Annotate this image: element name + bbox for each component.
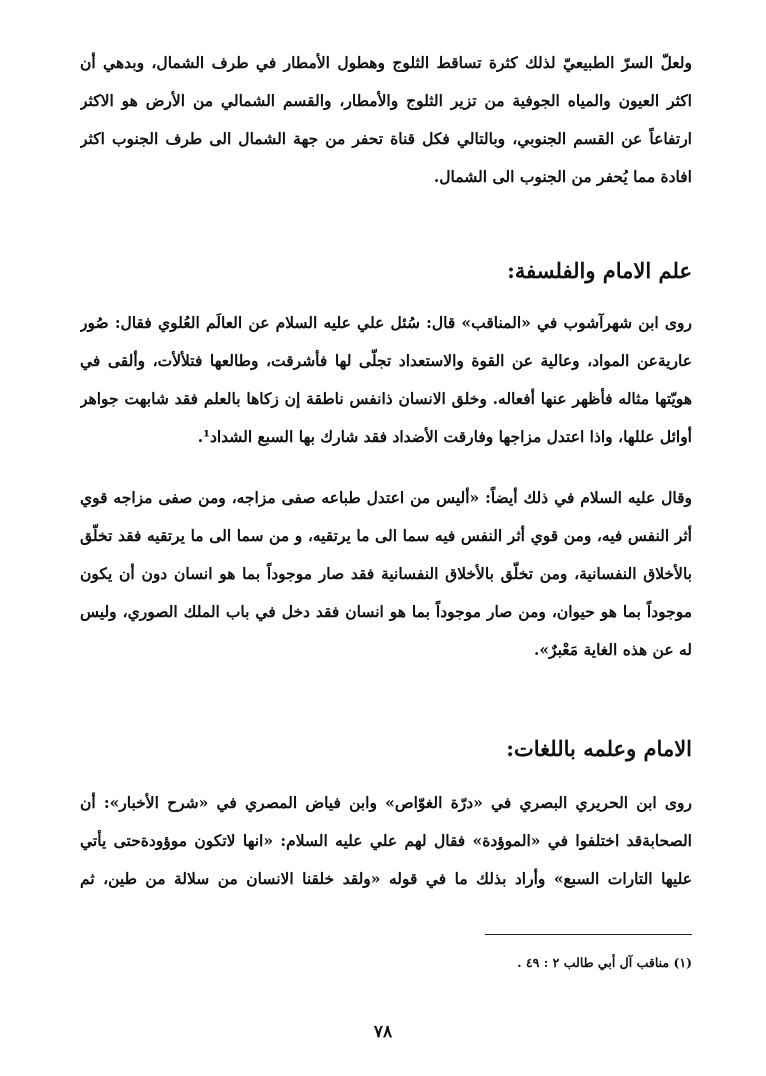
paragraph-2-line-4: أوائل عللها، واذا اعتدل مزاجها وفارقت الأضداد فقد شارك بها السبع الشداد¹. <box>197 427 692 446</box>
paragraph-2-line-1: روى ابن شهرآشوب في «المناقب» قال: سُئل علي عليه السلام عن العالَم العُلوي فقال: صُور <box>80 313 692 332</box>
paragraph-1-line-3: ارتفاعاً عن القسم الجنوبي، وبالتالي فكل قناة تحفر من جهة الشمال الى طرف الجنوب اكثر <box>80 129 692 148</box>
footnote-separator <box>485 934 692 935</box>
paragraph-2-line-3: هويّتها مثاله فأظهر عنها أفعاله. وخلق الانسان ذانفس ناطقة إن زكاها بالعلم فقد شابهت جواهر <box>80 389 692 408</box>
paragraph-3-line-4: موجوداً بما هو حيوان، ومن صار موجوداً بما هو انسان فقد دخل في باب الملك الصوري، وليس <box>80 602 692 621</box>
paragraph-3-line-2: أثر النفس فيه، ومن قوي أثر النفس فيه سما الى ما يرتقيه، و من سما الى ما يرتقيه فقد تخلّق <box>80 526 692 545</box>
paragraph-1-line-1: ولعلّ السرّ الطبيعيّ لذلك كثرة تساقط الثلوج وهطول الأمطار في طرف الشمال، وبدهي أن <box>80 53 692 72</box>
paragraph-3-line-5: له عن هذه الغاية مَعْبرٌ». <box>533 640 692 659</box>
paragraph-3-line-3: بالأخلاق النفسانية، ومن تخلّق بالأخلاق النفسانية فقد صار موجوداً بما هو انسان دون أن يكون <box>80 564 692 583</box>
paragraph-4-line-2: الصحابةقد اختلفوا في «الموؤدة» فقال لهم علي عليه السلام: «انها لاتكون موؤودةحتى يأتي <box>80 831 692 850</box>
section-heading-languages: الامام وعلمه باللغات: <box>506 736 692 761</box>
footnote: (١) مناقب آل أبي طالب ٢ : ٤٩ . <box>517 955 692 970</box>
paragraph-1-line-2: اكثر العيون والمياه الجوفية من تزير الثلوج والأمطار، والقسم الشمالي من الأرض هو الاكثر <box>80 91 692 110</box>
section-heading-philosophy: علم الامام والفلسفة: <box>507 258 692 283</box>
paragraph-1-line-4: افادة مما يُحفر من الجنوب الى الشمال. <box>433 167 692 186</box>
paragraph-2-line-2: عاريةعن المواد، وعالية عن القوة والاستعداد تجلّى لها فأشرقت، وطالعها فتلألأت، وألقى في <box>80 351 692 370</box>
paragraph-4 <box>80 784 692 898</box>
paragraph-4-line-3: عليها التارات السبع» وأراد بذلك ما في قوله «ولقد خلقنا الانسان من سلالة من طين، ثم <box>80 869 692 888</box>
paragraph-1 <box>80 44 692 196</box>
paragraph-4-line-1: روى ابن الحريري البصري في «درّة الغوّاص» وابن فياض المصري في «شرح الأخبار»: أن <box>80 793 692 812</box>
page-number: ٧٨ <box>373 1022 393 1042</box>
paragraph-3-line-1: وقال عليه السلام في ذلك أيضاً: «أليس من اعتدل طباعه صفى مزاجه، ومن صفى مزاجه قوي <box>80 488 692 507</box>
paragraph-2 <box>80 304 692 456</box>
paragraph-3 <box>80 479 692 669</box>
